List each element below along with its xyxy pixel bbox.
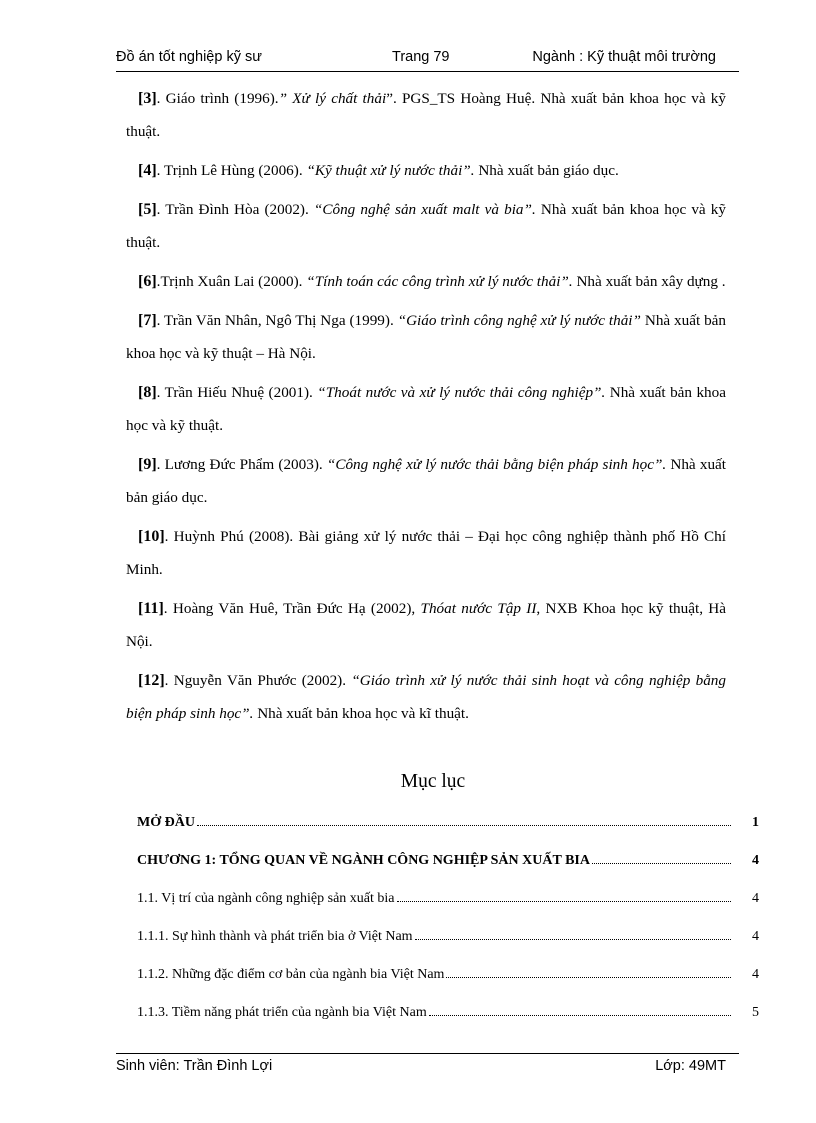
- toc-leader-dots: [429, 1014, 731, 1016]
- reference-text: Nhà xuất bản khoa học và kỹ thuật.: [126, 384, 726, 434]
- toc-entry[interactable]: [137, 967, 759, 1005]
- reference-number: [12]: [138, 672, 165, 689]
- toc-title: Mục lục: [400, 771, 466, 792]
- reference-item: [126, 520, 726, 586]
- reference-item: [126, 376, 726, 442]
- footer-class: Lớp: 49MT: [655, 1058, 726, 1074]
- toc-entry-page: 4: [752, 853, 759, 868]
- reference-text: , NXB Khoa học kỹ thuật, Hà Nội.: [126, 600, 727, 650]
- reference-text: . Nguyễn Văn Phước (2002).: [164, 672, 347, 689]
- reference-number: [10]: [138, 528, 165, 545]
- toc-entry-page: 4: [752, 967, 759, 982]
- reference-text: . Huỳnh Phú (2008). Bài giảng xử lý nước thải – Đại học công nghiệp thành phố Hồ Chí Minh.: [126, 528, 726, 578]
- reference-text: Nhà xuất bản khoa học và kỹ thuật – Hà Nội.: [126, 312, 727, 362]
- toc-leader-dots: [446, 976, 731, 978]
- toc-entry[interactable]: [137, 1005, 759, 1043]
- footer-student: Sinh viên: Trần Đình Lợi: [116, 1058, 273, 1074]
- reference-title: “Giáo trình xử lý nước thải sinh hoạt và công nghiệp bằng biện pháp sinh học”.: [126, 672, 726, 722]
- reference-item: [126, 592, 726, 658]
- toc-leader-dots: [592, 862, 731, 864]
- header-right: Ngành : Kỹ thuật môi trường: [532, 49, 716, 65]
- reference-number: [9]: [138, 456, 157, 473]
- toc-leader-dots: [197, 824, 731, 826]
- toc-entry-page: 4: [752, 929, 759, 944]
- reference-text: Nhà xuất bản giáo dục.: [478, 162, 619, 179]
- toc-entry-label: 1.1.2. Những đặc điểm cơ bản của ngành bia Việt Nam: [137, 967, 445, 982]
- reference-title: “Kỹ thuật xử lý nước thải”.: [306, 162, 475, 179]
- reference-text: . Trần Đình Hòa (2002).: [156, 201, 309, 218]
- reference-item: [126, 82, 726, 148]
- toc-entry-page: 5: [752, 1005, 759, 1020]
- reference-text: . Trịnh Lê Hùng (2006).: [156, 162, 303, 179]
- page-header: [116, 49, 739, 69]
- page-footer: [116, 1058, 739, 1078]
- reference-title: “Tính toán các công trình xử lý nước thải”.: [306, 273, 573, 290]
- reference-number: [6]: [138, 273, 157, 290]
- reference-number: [11]: [138, 600, 164, 617]
- reference-text: .Trịnh Xuân Lai (2000).: [156, 273, 303, 290]
- header-rule: [116, 71, 739, 72]
- reference-title: Thóat nước Tập II: [420, 600, 537, 617]
- toc-entry-page: 4: [752, 891, 759, 906]
- toc-entry-page: 1: [752, 815, 759, 830]
- header-page-number: Trang 79: [392, 49, 450, 65]
- header-left: Đồ án tốt nghiệp kỹ sư: [116, 49, 262, 65]
- reference-item: [126, 193, 726, 259]
- reference-item: [126, 265, 726, 298]
- reference-text: Nhà xuất bản giáo dục.: [126, 456, 726, 506]
- toc-entry[interactable]: [137, 891, 759, 929]
- toc-entry-label: MỞ ĐẦU: [137, 815, 195, 830]
- toc-entry-label: CHƯƠNG 1: TỔNG QUAN VỀ NGÀNH CÔNG NGHIỆP SẢN XUẤT BIA: [137, 853, 590, 868]
- reference-number: [7]: [138, 312, 157, 329]
- reference-text: ”. PGS_TS Hoàng Huệ. Nhà xuất bản khoa học và kỹ thuật.: [126, 90, 726, 140]
- reference-text: . Hoàng Văn Huê, Trần Đức Hạ (2002),: [163, 600, 416, 617]
- reference-list: [126, 82, 726, 730]
- reference-text: . Trần Hiếu Nhuệ (2001).: [156, 384, 313, 401]
- reference-item: [126, 154, 726, 187]
- reference-number: [8]: [138, 384, 157, 401]
- reference-text: . Trần Văn Nhân, Ngô Thị Nga (1999).: [156, 312, 394, 329]
- toc-leader-dots: [397, 900, 731, 902]
- reference-title: “Giáo trình công nghệ xử lý nước thải”: [397, 312, 641, 329]
- reference-text: Nhà xuất bản khoa học và kĩ thuật.: [257, 705, 469, 722]
- toc-entry-label: 1.1.1. Sự hình thành và phát triển bia ở Việt Nam: [137, 929, 413, 944]
- reference-title: ” Xử lý chất thải: [278, 90, 387, 107]
- reference-title: “Công nghệ sản xuất malt và bia”.: [313, 201, 536, 218]
- reference-title: “Công nghệ xử lý nước thải bằng biện pháp sinh học”.: [326, 456, 667, 473]
- reference-item: [126, 304, 726, 370]
- table-of-contents: [137, 815, 759, 1043]
- toc-entry[interactable]: [137, 815, 759, 853]
- toc-entry[interactable]: [137, 853, 759, 891]
- reference-title: “Thoát nước và xử lý nước thải công nghiệp”.: [317, 384, 606, 401]
- reference-number: [5]: [138, 201, 157, 218]
- footer-rule: [116, 1053, 739, 1054]
- reference-item: [126, 448, 726, 514]
- reference-number: [4]: [138, 162, 157, 179]
- reference-text: . Lương Đức Phẩm (2003).: [156, 456, 323, 473]
- reference-text: Nhà xuất bản xây dựng .: [576, 273, 726, 290]
- toc-leader-dots: [415, 938, 731, 940]
- reference-item: [126, 664, 726, 730]
- reference-text: Nhà xuất bản khoa học và kỹ thuật.: [126, 201, 726, 251]
- toc-entry-label: 1.1. Vị trí của ngành công nghiệp sản xuất bia: [137, 891, 395, 906]
- reference-number: [3]: [138, 90, 157, 107]
- reference-text: . Giáo trình (1996).: [156, 90, 279, 107]
- toc-entry-label: 1.1.3. Tiềm năng phát triển của ngành bia Việt Nam: [137, 1005, 427, 1020]
- toc-entry[interactable]: [137, 929, 759, 967]
